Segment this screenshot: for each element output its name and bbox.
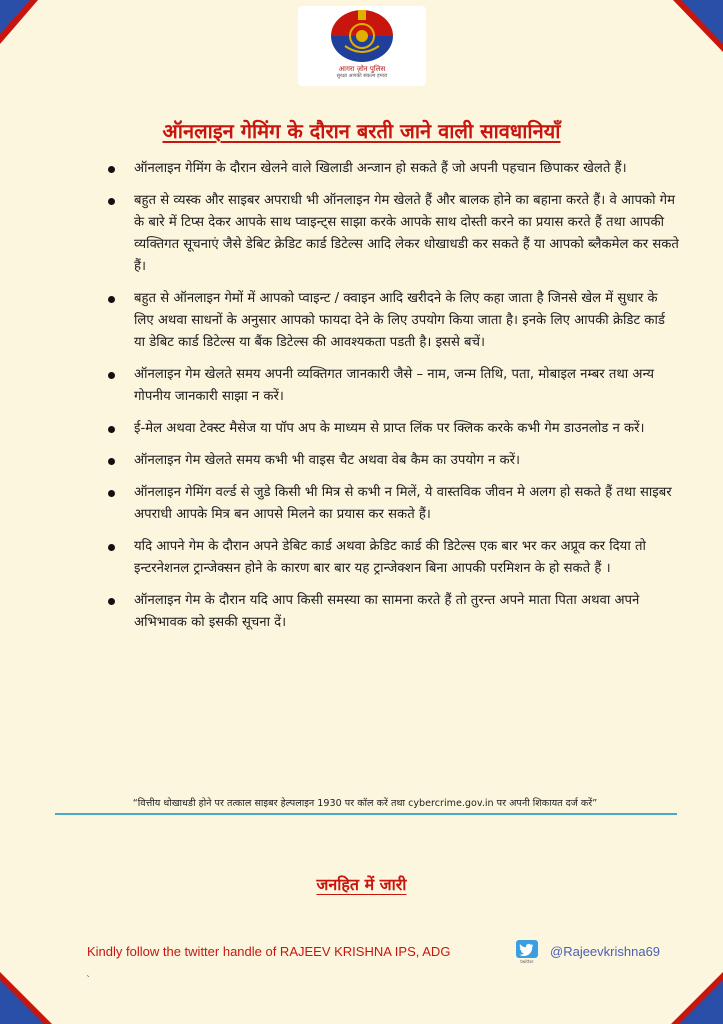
bullet-icon	[108, 198, 115, 205]
list-item	[100, 190, 680, 278]
list-item	[100, 590, 680, 634]
bullet-icon	[108, 598, 115, 605]
list-item	[100, 158, 680, 180]
corner-decoration-top-right	[653, 0, 723, 70]
bullet-icon	[108, 296, 115, 303]
list-item-text: ऑनलाइन गेम खेलते समय कभी भी वाइस चैट अथवा वेब कैम का उपयोग न करें।	[134, 453, 521, 468]
twitter-follow-text: Kindly follow the twitter handle of RAJEEV KRISHNA IPS, ADG	[87, 944, 451, 959]
list-item	[100, 450, 680, 472]
page-title: ऑनलाइन गेमिंग के दौरान बरती जाने वाली सावधानियाँ	[162, 119, 561, 143]
bullet-icon	[108, 544, 115, 551]
bullet-icon	[108, 490, 115, 497]
list-item-text: ऑनलाइन गेमिंग वर्ल्ड से जुडे किसी भी मित्र से कभी न मिलें, ये वास्तविक जीवन मे अलग हो सकते हैं तथा साइबर अपराधी आपके मित्र बन आपसे मिलने का प्रयास कर सकते हैं।	[134, 485, 672, 522]
precautions-list	[100, 158, 680, 644]
list-item-text: ऑनलाइन गेमिंग के दौरान खेलने वाले खिलाडी अन्जान हो सकते हैं जो अपनी पहचान छिपाकर खेलते हैं।	[134, 161, 627, 176]
bullet-icon	[108, 426, 115, 433]
list-item-text: यदि आपने गेम के दौरान अपने डेबिट कार्ड अथवा क्रेडिट कार्ड की डिटेल्स एक बार भर कर अप्रूव कर दिया तो इन्टरनेशनल ट्रान्जेक्सन होने के कारण बार बार यह ट्रान्जेक्शन बिना आपकी परमिशन के हो सकते हैं ।	[134, 539, 646, 576]
logo-subtext: सुरक्षा आपकी संकल्प हमारा	[336, 73, 388, 79]
divider	[55, 813, 677, 815]
bullet-icon	[108, 166, 115, 173]
public-interest-label: जनहित में जारी	[316, 875, 407, 894]
list-item-text: बहुत से ऑनलाइन गेमों में आपको प्वाइन्ट / क्वाइन आदि खरीदने के लिए कहा जाता है जिनसे खेल में सुधार के लिए अथवा साधनों के अनुसार आपको फायदा देने के लिए उपयोग किया जाता है। इनके लिए आपकी क्रेडिट कार्ड या डेबिट कार्ड डिटेल्स या बैंक डिटेल्स की आवश्यकता पडती है। इससे बचें।	[134, 291, 665, 350]
helpline-note: “वित्तीय धोखाधडी होने पर तत्काल साइबर हेल्पलाइन 1930 पर कॉल करें तथा cybercrime.gov.in पर अपनी शिकायत दर्ज करें”	[132, 798, 598, 809]
list-item-text: ई-मेल अथवा टेक्स्ट मैसेज या पॉप अप के माध्यम से प्राप्त लिंक पर क्लिक करके कभी गेम डाउनलोड न करें।	[134, 421, 645, 436]
police-logo	[298, 6, 426, 86]
list-item	[100, 288, 680, 354]
list-item	[100, 482, 680, 526]
twitter-handle[interactable]: @Rajeevkrishna69	[550, 944, 661, 959]
corner-decoration-bottom-right	[653, 954, 723, 1024]
bullet-icon	[108, 458, 115, 465]
twitter-bird-icon[interactable]	[516, 940, 538, 958]
list-item-text: ऑनलाइन गेम खेलते समय अपनी व्यक्तिगत जानकारी जैसे – नाम, जन्म तिथि, पता, मोबाइल नम्बर तथा अन्य गोपनीय जानकारी साझा न करें।	[134, 367, 655, 404]
twitter-icon-caption: twitter	[520, 959, 534, 964]
stray-mark: `	[86, 975, 91, 986]
bullet-icon	[108, 372, 115, 379]
list-item	[100, 364, 680, 408]
up-police-emblem-icon	[323, 6, 401, 64]
list-item	[100, 418, 680, 440]
list-item-text: ऑनलाइन गेम के दौरान यदि आप किसी समस्या का सामना करते हैं तो तुरन्त अपने माता पिता अथवा अपने अभिभावक को इसकी सूचना दें।	[134, 593, 640, 630]
list-item	[100, 536, 680, 580]
list-item-text: बहुत से व्यस्क और साइबर अपराधी भी ऑनलाइन गेम खेलते हैं और बालक होने का बहाना करते हैं। वे आपको गेम के बारे में टिप्स देकर आपके साथ प्वाइन्ट्स साझा करके आपके साथ दोस्ती करने का प्रयास करते हैं तथा आपकी व्यक्तिगत सूचनाएं जैसे डेबिट क्रेडिट कार्ड डिटेल्स आदि लेकर धोखाधडी कर सकते हैं या आपको ब्लैकमेल कर सकते हैं।	[134, 193, 679, 274]
corner-decoration-top-left	[0, 0, 70, 70]
logo-text: आगरा ज़ोन पुलिस	[338, 65, 386, 73]
corner-decoration-bottom-left	[0, 954, 70, 1024]
